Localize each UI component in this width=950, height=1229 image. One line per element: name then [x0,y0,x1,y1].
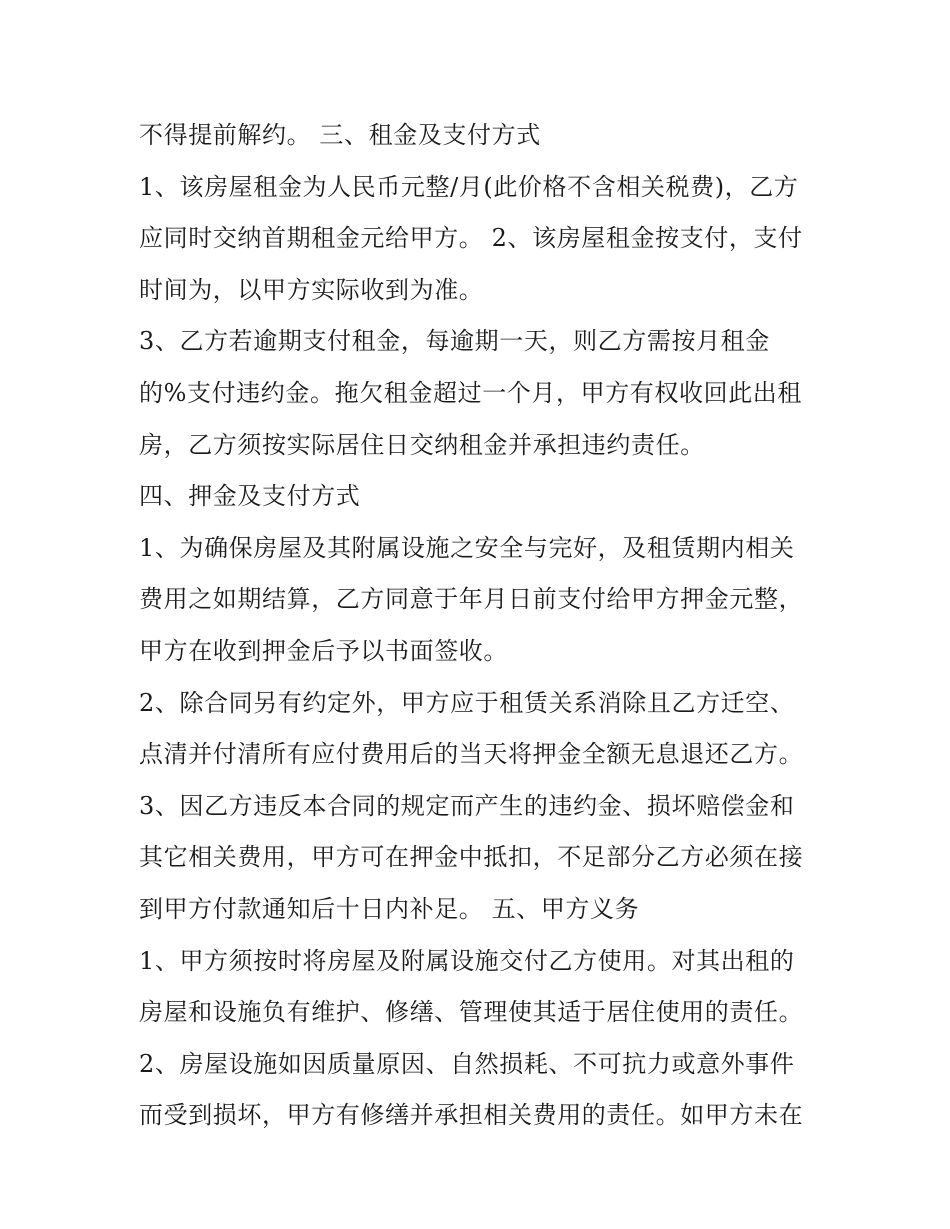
text-line: 房屋和设施负有维护、修缮、管理使其适于居住使用的责任。 [139,998,804,1027]
text-line: 点清并付清所有应付费用后的当天将押金全额无息退还乙方。 [139,740,804,769]
text-line: 1、该房屋租金为人民币元整/月(此价格不含相关税费)，乙方 [139,172,799,201]
text-line: 2、除合同另有约定外，甲方应于租赁关系消除且乙方迁空、 [139,688,795,717]
section-heading: 四、押金及支付方式 [139,482,361,511]
text-line: 1、甲方须按时将房屋及附属设施交付乙方使用。对其出租的 [139,946,795,975]
text-line: 房，乙方须按实际居住日交纳租金并承担违约责任。 [139,430,705,459]
text-line: 1、为确保房屋及其附属设施之安全与完好，及租赁期内相关 [139,533,795,562]
text-line: 3、因乙方违反本合同的规定而产生的违约金、损坏赔偿金和 [139,791,795,820]
text-line: 费用之如期结算，乙方同意于年月日前支付给甲方押金元整， [139,585,804,614]
text-line: 3、乙方若逾期支付租金，每逾期一天，则乙方需按月租金 [139,327,770,356]
text-line: 时间为，以甲方实际收到为准。 [139,275,484,304]
text-line: 到甲方付款通知后十日内补足。 五、甲方义务 [139,894,640,923]
text-line: 2、房屋设施如因质量原因、自然损耗、不可抗力或意外事件 [139,1049,795,1078]
contract-body [139,110,819,1142]
text-line: 应同时交纳首期租金元给甲方。 2、该房屋租金按支付，支付 [139,224,803,253]
text-line: 甲方在收到押金后予以书面签收。 [139,636,508,665]
text-line: 不得提前解约。 三、租金及支付方式 [139,121,541,149]
text-line: 的%支付违约金。拖欠租金超过一个月，甲方有权收回此出租 [139,378,803,407]
text-line: 其它相关费用，甲方可在押金中抵扣，不足部分乙方必须在接 [139,843,804,872]
text-line: 而受到损坏，甲方有修缮并承担相关费用的责任。如甲方未在 [139,1101,804,1130]
